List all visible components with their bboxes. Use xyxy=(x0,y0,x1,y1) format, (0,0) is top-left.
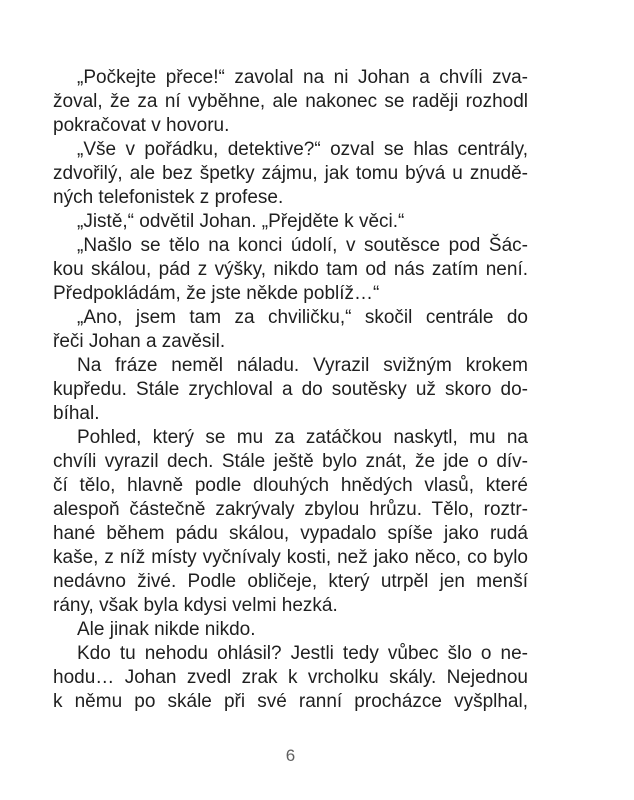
text-line: bíhal. xyxy=(53,403,100,424)
text-line: zdvořilý, ale bez špetky zájmu, jak tomu bývá u znudě- xyxy=(53,163,528,184)
paragraph xyxy=(53,66,528,138)
text-line: „Jistě,“ odvětil Johan. „Přejděte k věci.“ xyxy=(77,211,405,232)
text-line: chvíli vyrazil dech. Stále ještě bylo znát, že jde o dív- xyxy=(53,451,528,472)
text-line: pokračovat v hovoru. xyxy=(53,115,230,136)
text-line: ných telefonistek z profese. xyxy=(53,187,284,208)
text-line: čí tělo, hlavně podle dlouhých hnědých vlasů, které xyxy=(53,475,528,496)
text-line: Předpokládám, že jste někde poblíž…“ xyxy=(53,283,380,304)
text-line: Pohled, který se mu za zatáčkou naskytl, mu na xyxy=(77,427,528,448)
text-line: Kdo tu nehodu ohlásil? Jestli tedy vůbec šlo o ne- xyxy=(77,643,528,664)
paragraph xyxy=(53,210,528,234)
text-line: řeči Johan a zavěsil. xyxy=(53,331,226,352)
paragraph xyxy=(53,642,528,714)
text-line: kou skálou, pád z výšky, nikdo tam od nás zatím není. xyxy=(53,259,528,280)
text-line: „Počkejte přece!“ zavolal na ni Johan a chvíli zva- xyxy=(77,67,528,88)
page-footer xyxy=(53,746,528,766)
text-line: Na fráze neměl náladu. Vyrazil svižným krokem xyxy=(77,355,528,376)
text-line: „Ano, jsem tam za chviličku,“ skočil centrále do xyxy=(77,307,528,328)
paragraph xyxy=(53,618,528,642)
paragraph xyxy=(53,138,528,210)
text-line: alespoň částečně zakrývaly zbylou hrůzu. Tělo, roztr- xyxy=(53,499,528,520)
text-line: k němu po skále při své ranní procházce vyšplhal, xyxy=(53,691,528,712)
text-line: kaše, z níž místy vyčnívaly kosti, než jako něco, co bylo xyxy=(53,547,528,568)
page-number: 6 xyxy=(285,746,296,765)
text-line: Ale jinak nikde nikdo. xyxy=(77,619,256,640)
paragraph xyxy=(53,426,528,618)
text-line: hodu… Johan zvedl zrak k vrcholku skály. Nejednou xyxy=(53,667,528,688)
paragraph xyxy=(53,306,528,354)
text-line: rány, však byla kdysi velmi hezká. xyxy=(53,595,338,616)
text-line: hané během pádu skálou, vypadalo spíše jako rudá xyxy=(53,523,528,544)
text-line: kupředu. Stále zrychloval a do soutěsky už skoro do- xyxy=(53,379,528,400)
paragraph xyxy=(53,234,528,306)
text-line: žoval, že za ní vyběhne, ale nakonec se raději rozhodl xyxy=(53,91,528,112)
text-line: nedávno živé. Podle obličeje, který utrpěl jen menší xyxy=(53,571,528,592)
page-text xyxy=(53,66,528,714)
text-line: „Vše v pořádku, detektive?“ ozval se hlas centrály, xyxy=(77,139,528,160)
text-line: „Našlo se tělo na konci údolí, v soutěsce pod Šác- xyxy=(77,235,528,256)
paragraph xyxy=(53,354,528,426)
